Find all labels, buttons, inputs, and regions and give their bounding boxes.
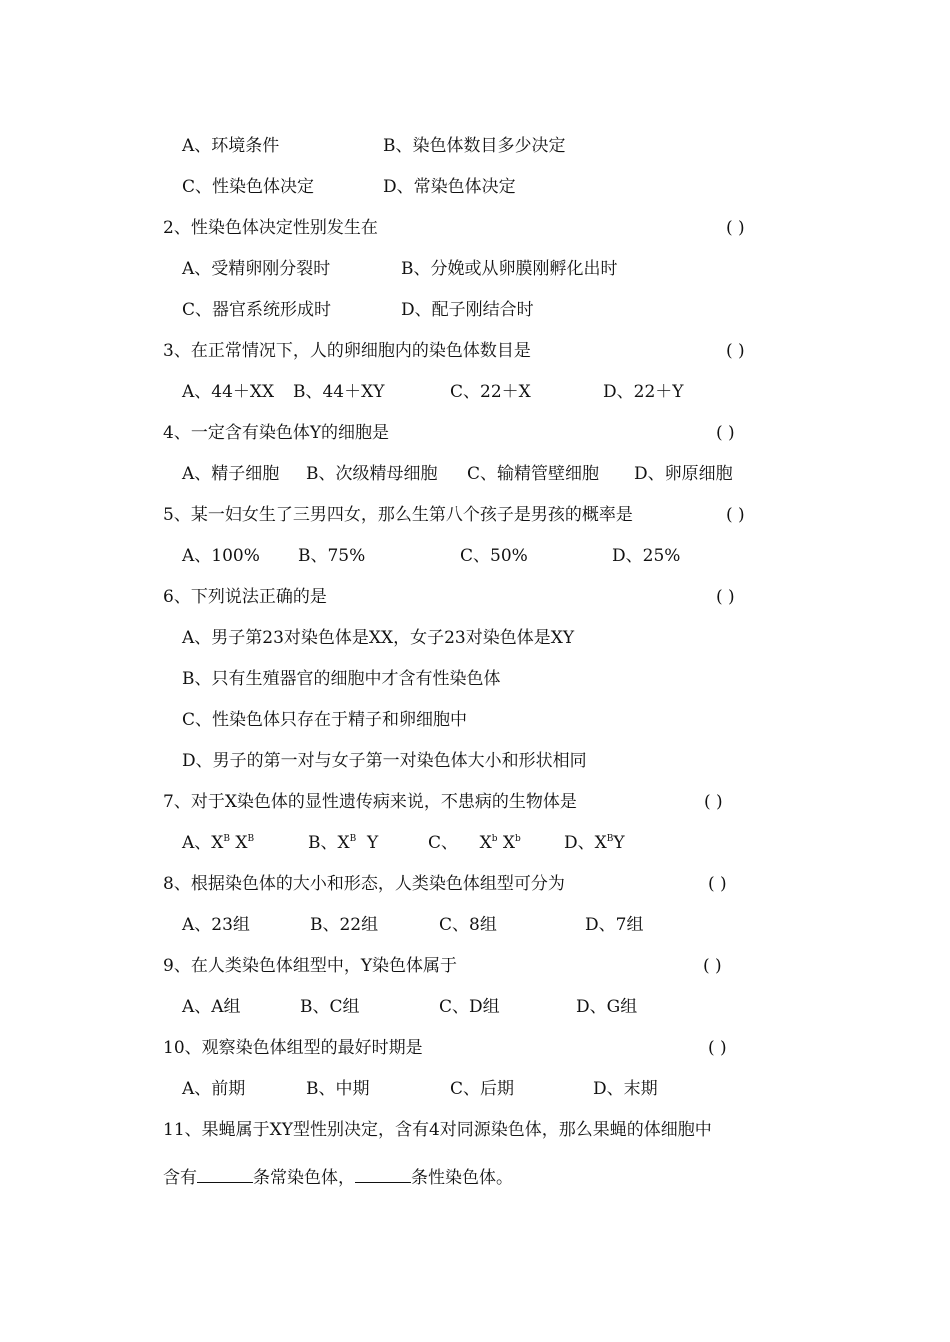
fill-blank-autosomes[interactable] — [197, 1166, 253, 1183]
q7-option-b — [308, 832, 378, 854]
q2-option-d: D、配子刚结合时 — [401, 300, 534, 320]
q7-option-d-prefix: D、 — [564, 833, 595, 853]
q6-option-a: A、男子第23对染色体是XX，女子23对染色体是XY — [182, 628, 575, 648]
q5-option-b: B、75% — [298, 546, 366, 566]
q7-option-c-prefix: C、 — [428, 833, 459, 853]
q10-option-d: D、末期 — [593, 1079, 658, 1099]
q9-answer-paren: ( ) — [703, 956, 722, 976]
q7-stem: 7、对于X染色体的显性遗传病来说，不患病的生物体是 — [163, 792, 577, 812]
allele-sup: B — [606, 834, 614, 844]
allele-x: X — [502, 833, 516, 853]
q7-answer-paren: ( ) — [704, 792, 723, 812]
q11-text-b: 条常染色体， — [253, 1168, 355, 1188]
allele-sup: B — [223, 834, 231, 844]
allele-x: X — [211, 833, 224, 853]
q11-stem-line2 — [163, 1166, 513, 1189]
q4-option-d: D、卵原细胞 — [634, 464, 733, 484]
q5-answer-paren: ( ) — [726, 505, 745, 525]
q2-stem: 2、性染色体决定性别发生在 — [163, 218, 378, 238]
q3-answer-paren: ( ) — [726, 341, 745, 361]
q9-stem: 9、在人类染色体组型中，Y染色体属于 — [163, 956, 458, 976]
q2-option-b: B、分娩或从卵膜刚孵化出时 — [401, 259, 618, 279]
q7-option-c — [428, 832, 521, 854]
allele-y: Y — [613, 833, 625, 853]
q8-stem: 8、根据染色体的大小和形态，人类染色体组型可分为 — [163, 874, 565, 894]
q1-option-a: A、环境条件 — [182, 136, 280, 156]
q10-answer-paren: ( ) — [708, 1038, 727, 1058]
q4-option-b: B、次级精母细胞 — [306, 464, 438, 484]
q8-option-c: C、8组 — [439, 915, 497, 935]
q5-option-a: A、100% — [182, 546, 260, 566]
allele-x: X — [594, 833, 607, 853]
q4-option-c: C、输精管壁细胞 — [467, 464, 600, 484]
q2-option-a: A、受精卵刚分裂时 — [182, 259, 331, 279]
q6-option-b: B、只有生殖器官的细胞中才含有性染色体 — [182, 669, 501, 689]
q3-option-d: D、22＋Y — [603, 382, 684, 402]
q1-option-c: C、性染色体决定 — [182, 177, 315, 197]
q8-option-d: D、7组 — [585, 915, 644, 935]
q8-answer-paren: ( ) — [708, 874, 727, 894]
q2-answer-paren: ( ) — [726, 218, 745, 238]
allele-sup: B — [247, 834, 255, 844]
q11-stem-line1: 11、果蝇属于XY型性别决定，含有4对同源染色体，那么果蝇的体细胞中 — [163, 1120, 712, 1140]
allele-x: X — [337, 833, 350, 853]
fill-blank-sex-chromosomes[interactable] — [355, 1166, 411, 1183]
q3-stem: 3、在正常情况下，人的卵细胞内的染色体数目是 — [163, 341, 531, 361]
q10-option-a: A、前期 — [182, 1079, 246, 1099]
q7-option-d — [564, 832, 625, 854]
q1-option-b: B、染色体数目多少决定 — [383, 136, 566, 156]
q9-option-a: A、A组 — [182, 997, 241, 1017]
q11-text-a: 含有 — [163, 1168, 197, 1188]
q8-option-a: A、23组 — [182, 915, 250, 935]
q1-option-d: D、常染色体决定 — [383, 177, 516, 197]
allele-sup: b — [515, 834, 521, 844]
q5-option-d: D、25% — [612, 546, 681, 566]
q10-stem: 10、观察染色体组型的最好时期是 — [163, 1038, 423, 1058]
allele-y: Y — [367, 833, 379, 853]
allele-x: X — [235, 833, 248, 853]
q9-option-d: D、G组 — [576, 997, 638, 1017]
q2-option-c: C、器官系统形成时 — [182, 300, 332, 320]
q4-answer-paren: ( ) — [716, 423, 735, 443]
q9-option-c: C、D组 — [439, 997, 500, 1017]
allele-sup: b — [491, 834, 498, 844]
q4-option-a: A、精子细胞 — [182, 464, 280, 484]
q10-option-b: B、中期 — [306, 1079, 370, 1099]
q3-option-a: A、44＋XX — [182, 382, 275, 402]
q7-option-a-prefix: A、 — [182, 833, 212, 853]
q3-option-c: C、22＋X — [450, 382, 531, 402]
q4-stem: 4、一定含有染色体Y的细胞是 — [163, 423, 390, 443]
q5-stem: 5、某一妇女生了三男四女，那么生第八个孩子是男孩的概率是 — [163, 505, 633, 525]
allele-sup: B — [349, 834, 357, 844]
q7-option-b-prefix: B、 — [308, 833, 338, 853]
allele-x: X — [479, 833, 492, 853]
q9-option-b: B、C组 — [300, 997, 360, 1017]
q11-text-c: 条性染色体。 — [411, 1168, 513, 1188]
q6-option-d: D、男子的第一对与女子第一对染色体大小和形状相同 — [182, 751, 587, 771]
q3-option-b: B、44＋XY — [293, 382, 385, 402]
q7-option-a — [182, 832, 254, 854]
q10-option-c: C、后期 — [450, 1079, 515, 1099]
q6-option-c: C、性染色体只存在于精子和卵细胞中 — [182, 710, 468, 730]
q6-stem: 6、下列说法正确的是 — [163, 587, 327, 607]
q5-option-c: C、50% — [460, 546, 528, 566]
q6-answer-paren: ( ) — [716, 587, 735, 607]
q8-option-b: B、22组 — [310, 915, 379, 935]
